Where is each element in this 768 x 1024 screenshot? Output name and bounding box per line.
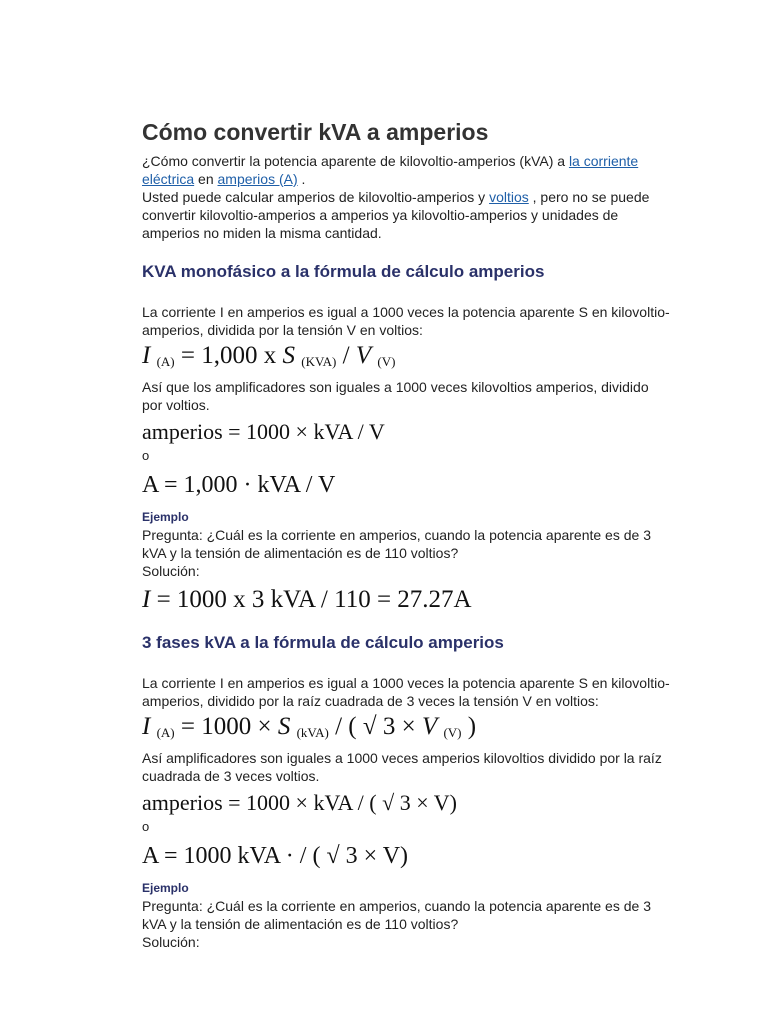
ejemplo-solucion: Solución: [142,934,200,950]
formula-slash: / [336,342,356,369]
intro-question-text: ¿Cómo convertir la potencia aparente de kilovoltio-amperios (kVA) a [142,153,569,169]
unit-V: (V) [377,354,396,369]
intro-usted-text-end: , pero no se puede convertir kilovoltio-amperios a amperios ya kilovoltio-amperios y unidades de amperios no miden la misma cantidad. [142,189,650,241]
link-voltios[interactable]: voltios [489,189,529,205]
intro-question-text-mid: en [194,171,218,187]
var-S: S [277,713,291,740]
intro-usted-text: Usted puede calcular amperios de kilovoltio-amperios y [142,189,490,205]
ejemplo-pregunta: Pregunta: ¿Cuál es la corriente en amperios, cuando la potencia aparente es de 3 kVA y la tensión de alimentación es de 110 voltios? [142,898,651,932]
formula-op-sqrt: / ( √ 3 × [328,713,422,740]
section-heading-monofasico: KVA monofásico a la fórmula de cálculo amperios [142,262,545,281]
document-page [142,118,672,951]
link-amperios[interactable]: amperios (A) [217,171,298,187]
var-V: V [355,342,372,369]
tres-fases-formula-A: A = 1000 kVA · / ( √ 3 × V) [142,843,409,869]
ejemplo-result-formula [142,586,672,614]
monofasico-description-2: Así que los amplificadores son iguales a 1000 veces kilovoltios amperios, dividido por voltios. [142,379,649,413]
section-heading-3-fases: 3 fases kVA a la fórmula de cálculo amperios [142,633,504,652]
monofasico-description: La corriente I en amperios es igual a 1000 veces la potencia aparente S en kilovoltio-amperios, dividida por la tensión V en voltios: [142,304,670,338]
ejemplo-solucion: Solución: [142,563,200,579]
var-I: I [142,586,151,613]
intro-usted [142,188,672,242]
intro-question [142,152,672,188]
link-corriente-electrica[interactable]: la corriente eléctrica [142,153,639,187]
unit-A: (A) [156,725,175,740]
unit-V: (V) [443,725,462,740]
formula-close: ) [461,713,477,740]
formula-op: = 1000 × [174,713,278,740]
var-S: S [282,342,295,369]
intro-question-text-end: . [297,171,306,187]
monofasico-formula-main [142,342,672,376]
tres-fases-description: La corriente I en amperios es igual a 1000 veces la potencia aparente S en kilovoltio-amperios, dividido por la raíz cuadrada de 3 veces la tensión V en voltios: [142,675,670,709]
tres-fases-formula-amperios: amperios = 1000 × kVA / ( √ 3 × V) [142,790,457,815]
formula-op: = 1,000 x [174,342,283,369]
ejemplo-label: Ejemplo [142,510,189,524]
monofasico-formula-A: A = 1,000 · kVA / V [142,472,336,498]
page-title: Cómo convertir kVA a amperios [142,119,489,145]
ejemplo-pregunta: Pregunta: ¿Cuál es la corriente en amperios, cuando la potencia aparente es de 3 kVA y la tensión de alimentación es de 110 voltios? [142,527,651,561]
tres-fases-formula-main [142,713,672,747]
var-I: I [142,713,151,740]
var-I: I [142,342,151,369]
result-text: = 1000 x 3 kVA / 110 = 27.27A [150,586,472,613]
unit-kVA: (KVA) [301,354,337,369]
ejemplo-label: Ejemplo [142,881,189,895]
unit-A: (A) [156,354,175,369]
tres-fases-description-2: Así amplificadores son iguales a 1000 veces amperios kilovoltios dividido por la raíz cuadrada de 3 veces voltios. [142,750,662,784]
or-text: o [142,819,150,834]
or-text: o [142,448,150,463]
unit-kVA: (kVA) [296,725,329,740]
monofasico-formula-amperios: amperios = 1000 × kVA / V [142,419,385,444]
var-V: V [421,713,438,740]
